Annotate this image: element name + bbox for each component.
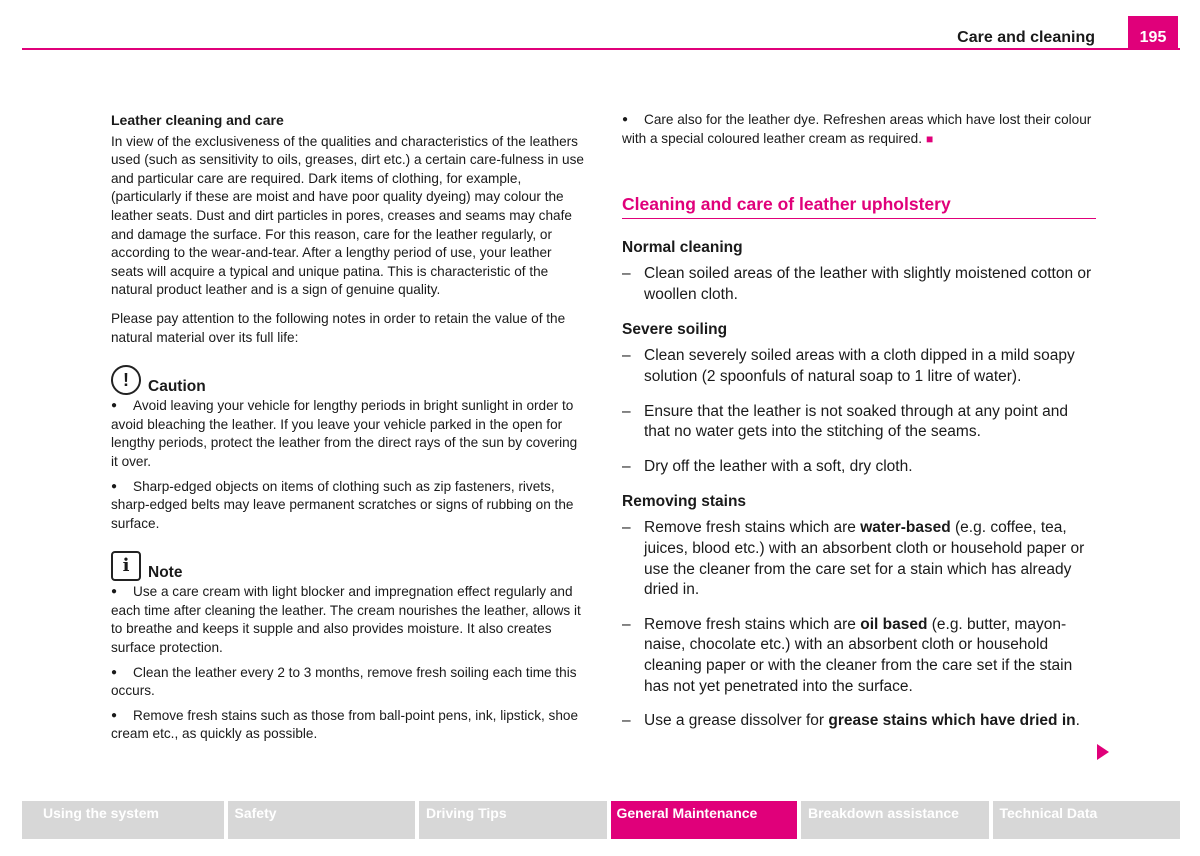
severe-soiling-heading: Severe soiling [622, 321, 728, 339]
tab-technical-data[interactable]: Technical Data [993, 801, 1181, 839]
tab-general-maintenance[interactable]: General Maintenance [611, 801, 798, 839]
chapter-tab-bar [22, 801, 1180, 839]
instruction-item: – Remove fresh stains which are oil based (e.g. butter, mayon-naise, chocolate etc.) with an absorbent cloth or household cleaning paper or with the cleaner from the care set if the stain has not yet penetrated into the surface. [622, 615, 1096, 697]
info-square-icon: i [111, 551, 141, 581]
tab-using-the-system[interactable]: Using the system [22, 801, 224, 839]
header-rule [22, 48, 1180, 50]
caution-label: Caution [148, 378, 206, 396]
note-label: Note [148, 564, 183, 582]
tab-driving-tips[interactable]: Driving Tips [419, 801, 607, 839]
intro-paragraph: In view of the exclusiveness of the qualities and characteristics of the leathers used (such as sensitivity to oils, greases, dirt etc.) a certain care-fulness in use and particular care are required. Dark items of clothing, for example, (particularly if these are moist and have poor quality dyeing) may colour the leather seats. Dust and dirt particles in pores, creases and seams may chafe and damage the surface. For this reason, care for the leather regularly, or according to the wear-and-tear. After a lengthy period of use, your leather seats will acquire a typical and unique patina. This is characteristic of the natural product leather and is a sign of genuine quality. [111, 133, 584, 298]
leather-dye-bullet [622, 111, 1096, 148]
note-bullet: ● Clean the leather every 2 to 3 months, remove fresh soiling each time this occurs. [111, 664, 585, 701]
instruction-item: – Clean severely soiled areas with a cloth dipped in a mild soapy solution (2 spoonfuls of natural soap to 1 litre of water). [622, 346, 1096, 387]
caution-bullet: ● Sharp-edged objects on items of clothing such as zip fasteners, rivets, sharp-edged belts may leave permanent scratches or signs of rubbing on the surface. [111, 478, 585, 534]
exclamation-circle-icon: ! [111, 365, 141, 395]
removing-stains-heading: Removing stains [622, 493, 747, 511]
left-column [111, 111, 585, 750]
attention-paragraph: Please pay attention to the following notes in order to retain the value of the natural material over its full life: [111, 310, 566, 345]
instruction-item: – Dry off the leather with a soft, dry cloth. [622, 457, 1096, 478]
instruction-item: – Use a grease dissolver for grease stains which have dried in. [622, 711, 1096, 732]
note-bullet: ● Remove fresh stains such as those from ball-point pens, ink, lipstick, shoe cream etc., as quickly as possible. [111, 707, 585, 744]
end-of-section-mark: ■ [925, 131, 934, 146]
tab-safety[interactable]: Safety [228, 801, 416, 839]
instruction-item: – Remove fresh stains which are water-based (e.g. coffee, tea, juices, blood etc.) with an absorbent cloth or household paper or use the cleaner from the care set for a stain which has already dried in. [622, 518, 1096, 600]
instruction-item: – Clean soiled areas of the leather with slightly moistened cotton or woollen cloth. [622, 264, 1096, 305]
next-page-arrow-icon[interactable] [1097, 744, 1109, 760]
page-number-badge: 195 [1128, 16, 1178, 50]
tab-breakdown-assistance[interactable]: Breakdown assistance [801, 801, 989, 839]
note-bullet: ● Use a care cream with light blocker and impregnation effect regularly and each time after cleaning the leather. The cream nourishes the leather, allows it to breathe and keeps it supple and also provides moisture. It also creates surface protection. [111, 583, 585, 657]
caution-bullet: ● Avoid leaving your vehicle for lengthy periods in bright sunlight in order to avoid bleaching the leather. If you leave your vehicle parked in the open for lengthy periods, protect the leather from the direct rays of the sun by covering it over. [111, 397, 585, 471]
right-column [622, 111, 1096, 746]
leather-care-subheading: Leather cleaning and care [111, 112, 284, 128]
running-header-title: Care and cleaning [957, 29, 1095, 46]
instruction-item: – Ensure that the leather is not soaked through at any point and that no water gets into the stitching of the seams. [622, 402, 1096, 443]
caution-box [111, 365, 585, 533]
leather-dye-text: Care also for the leather dye. Refreshen areas which have lost their colour with a special coloured leather cream as required. [622, 112, 1092, 146]
section-title: Cleaning and care of leather upholstery [622, 194, 1096, 219]
normal-cleaning-heading: Normal cleaning [622, 239, 743, 257]
note-box [111, 551, 585, 744]
